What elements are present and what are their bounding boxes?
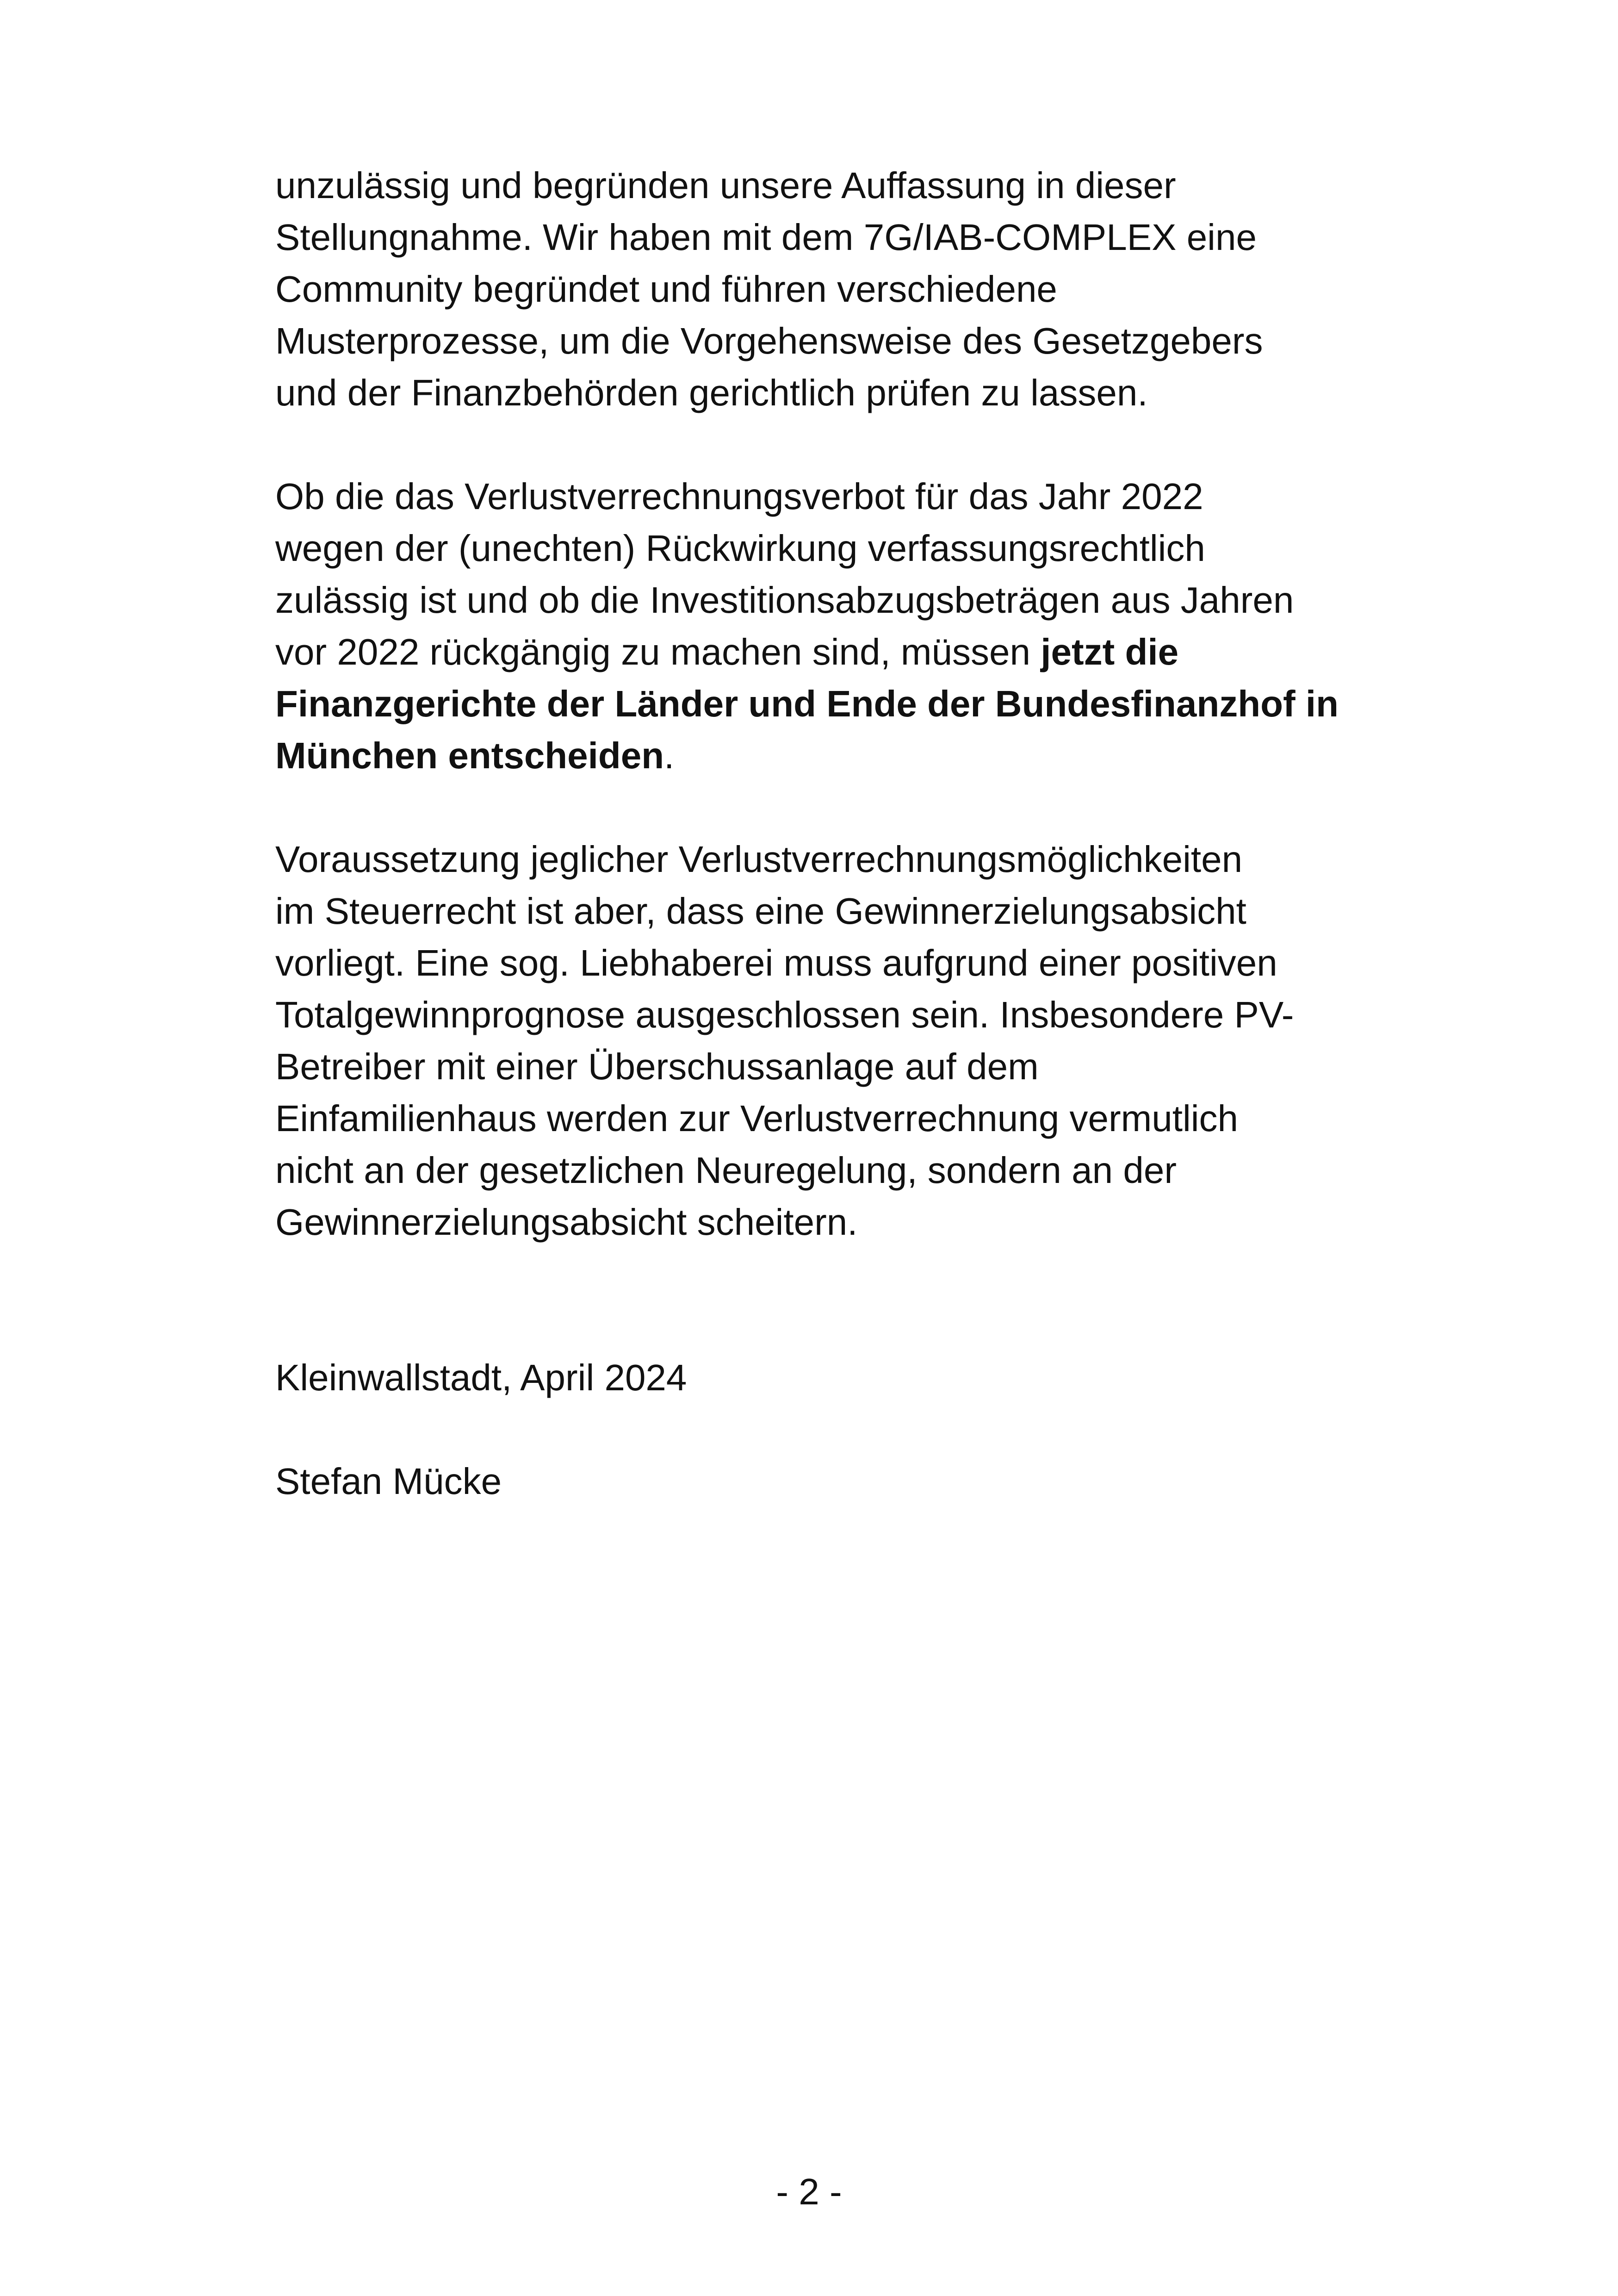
text-line: Betreiber mit einer Überschussanlage auf dem [275,1046,1039,1087]
signature-name: Stefan Mücke [275,1461,502,1502]
text-line: wegen der (unechten) Rückwirkung verfassungsrechtlich [275,528,1205,569]
text-line: Einfamilienhaus werden zur Verlustverrechnung vermutlich [275,1098,1239,1139]
text-line: Musterprozesse, um die Vorgehensweise des Gesetzgebers [275,320,1263,361]
bold-emphasis: Finanzgerichte der Länder und Ende der Bundesfinanzhof in [275,683,1339,724]
text-line: zulässig ist und ob die Investitionsabzugsbeträgen aus Jahren [275,579,1294,621]
text-line: vorliegt. Eine sog. Liebhaberei muss aufgrund einer positiven [275,942,1277,983]
signature-block [275,1456,1344,1507]
page-number: - 2 - [776,2171,842,2212]
text-line: unzulässig und begründen unsere Auffassung in dieser [275,165,1176,206]
text-line: Voraussetzung jeglicher Verlustverrechnungsmöglichkeiten [275,839,1243,880]
text-line: Community begründet und führen verschiedene [275,268,1057,310]
paragraph-spacer [275,782,1344,834]
bold-emphasis: jetzt die [1041,631,1179,672]
text-line [275,678,1344,730]
text-line-mixed [275,730,1344,782]
text-line: im Steuerrecht ist aber, dass eine Gewinnerzielungsabsicht [275,890,1246,932]
text-line: Gewinnerzielungsabsicht scheitern. [275,1201,858,1243]
paragraph-spacer [275,1248,1344,1352]
place-date-text: Kleinwallstadt, April 2024 [275,1357,687,1398]
document-body [275,160,1344,1507]
paragraph-spacer [275,419,1344,471]
place-and-date [275,1352,1344,1404]
text-line: Ob die das Verlustverrechnungsverbot für das Jahr 2022 [275,476,1203,517]
paragraph-litigation-community [275,160,1344,419]
text-line: nicht an der gesetzlichen Neuregelung, sondern an der [275,1150,1177,1191]
paragraph-spacer [275,1404,1344,1456]
bold-emphasis: München entscheiden [275,735,664,776]
paragraph-profit-intention [275,834,1344,1248]
plain-text: vor 2022 rückgängig zu machen sind, müssen [275,631,1041,672]
text-line: Stellungnahme. Wir haben mit dem 7G/IAB-COMPLEX eine [275,217,1257,258]
text-line-mixed [275,626,1344,678]
paragraph-court-decision [275,471,1344,782]
plain-text: . [664,735,675,776]
text-line: Totalgewinnprognose ausgeschlossen sein. Insbesondere PV- [275,994,1294,1035]
text-line: und der Finanzbehörden gerichtlich prüfen zu lassen. [275,372,1148,413]
